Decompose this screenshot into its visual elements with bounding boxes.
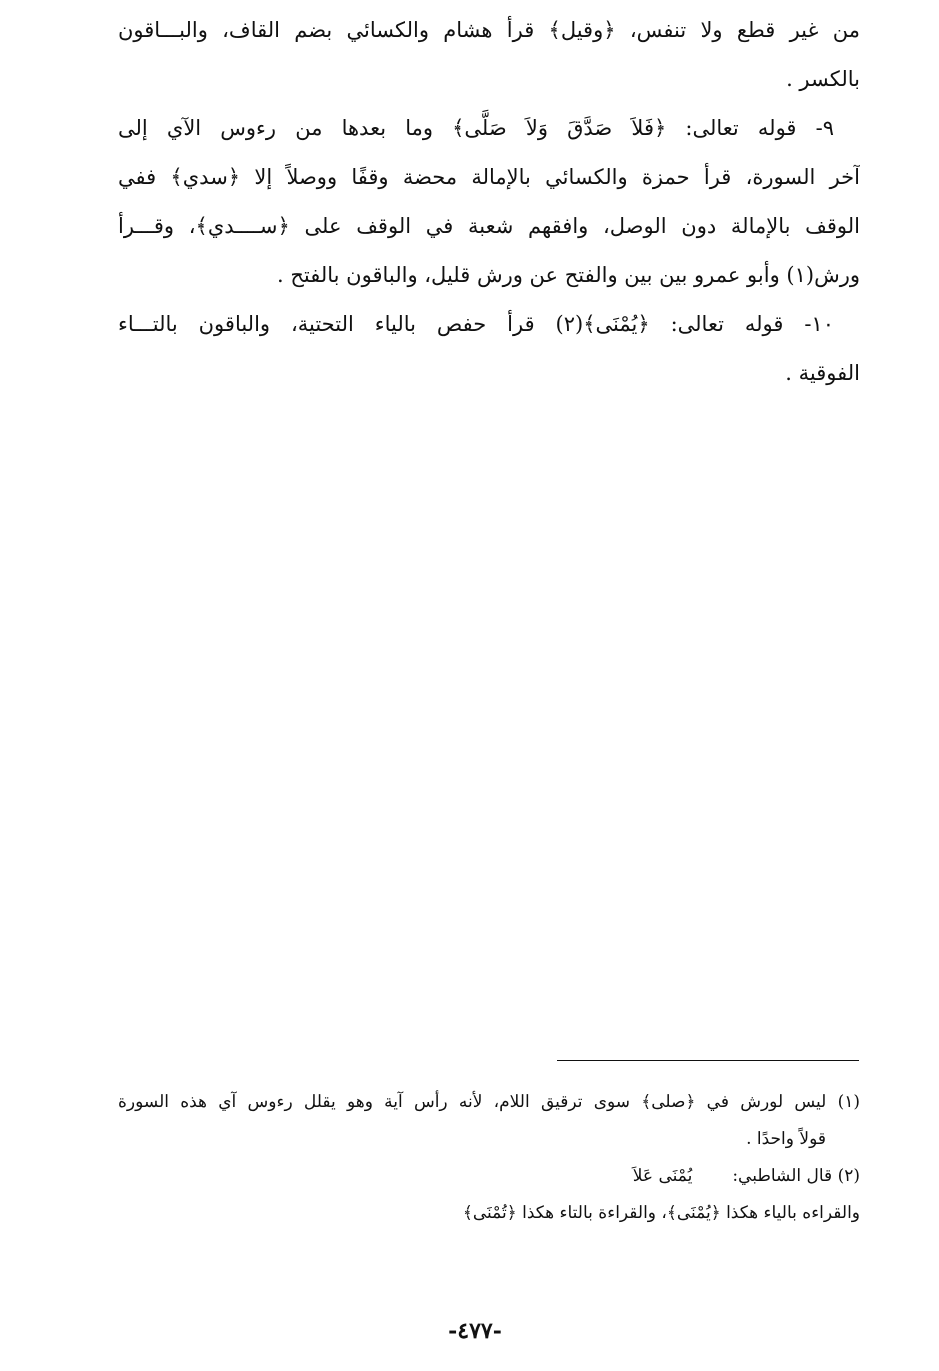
footnote-2-line-2: والقراءه بالياء هكذا ﴿يُمْنَى﴾، والقراءة بالتاء هكذا ﴿تُمْنَى﴾ bbox=[462, 1203, 860, 1223]
main-line-8: الفوقية . bbox=[785, 361, 860, 385]
footnote-1-line-2: قولاً واحدًا . bbox=[746, 1129, 826, 1149]
poem-fragment: يُمْنَى عَلاَ bbox=[632, 1166, 693, 1186]
footnotes bbox=[118, 1084, 860, 1232]
footnote-2-line-1 bbox=[118, 1158, 860, 1195]
main-line-3: ٩- قوله تعالى: ﴿فَلاَ صَدَّقَ وَلاَ صَلَّى﴾ وما بعدها من رءوس الآي إلى bbox=[118, 116, 834, 140]
main-line-5: الوقف بالإمالة دون الوصل، وافقهم شعبة في الوقف على ﴿ســــدي﴾، وقـــرأ bbox=[118, 214, 860, 238]
page-number: -٤٧٧- bbox=[448, 1318, 502, 1344]
main-line-7: ١٠- قوله تعالى: ﴿يُمْنَى﴾(٢) قرأ حفص بالياء التحتية، والباقون بالتـــاء bbox=[118, 312, 834, 336]
main-line-2: بالكسر . bbox=[786, 67, 860, 91]
main-line-1: من غير قطع ولا تنفس، ﴿وقيل﴾ قرأ هشام والكسائي بضم القاف، والبـــاقون bbox=[118, 18, 860, 42]
main-text bbox=[118, 6, 860, 398]
footnote-2-label: (٢) قال الشاطبي: bbox=[732, 1166, 860, 1186]
footnote-1-line-1: (١) ليس لورش في ﴿صلى﴾ سوى ترقيق اللام، لأنه رأس آية وهو يقلل رءوس آي هذه السورة bbox=[118, 1092, 860, 1112]
main-line-6: ورش(١) وأبو عمرو بين بين والفتح عن ورش قليل، والباقون بالفتح . bbox=[276, 263, 860, 287]
footnote-divider bbox=[557, 1060, 859, 1061]
main-line-4: آخر السورة، قرأ حمزة والكسائي بالإمالة محضة وقفًا ووصلاً إلا ﴿سدي﴾ ففي bbox=[118, 165, 860, 189]
